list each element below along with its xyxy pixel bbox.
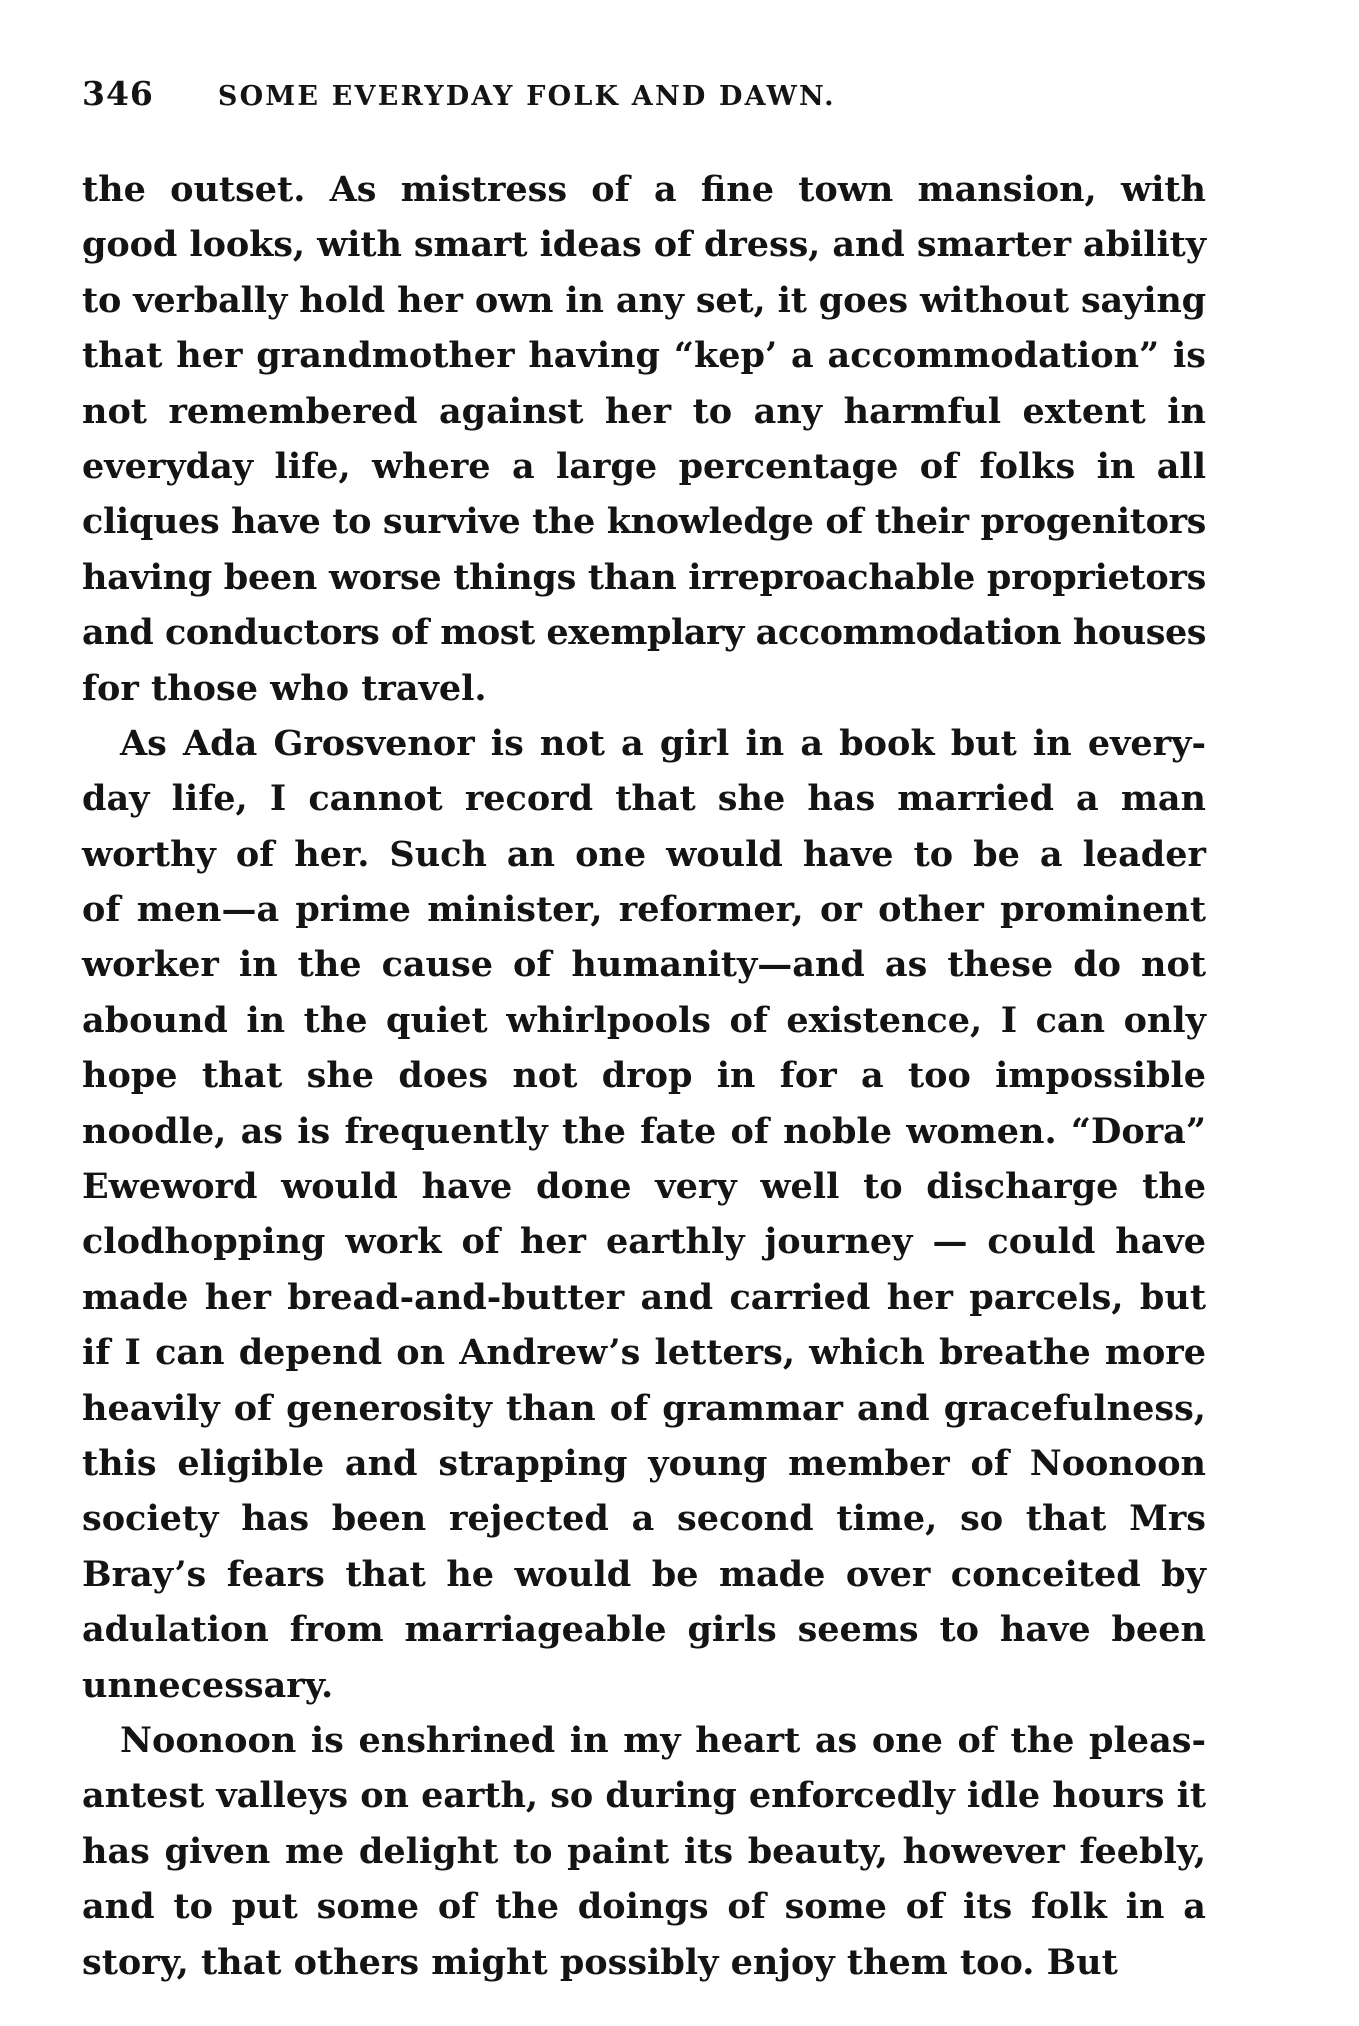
text-line: not remembered against her to any harmful extent in (82, 390, 1206, 432)
text-line: Noonoon is enshrined in my heart as one of the pleas- (120, 1719, 1206, 1761)
text-line: worker in the cause of humanity—and as these do not (82, 944, 1206, 986)
text-line: Bray’s fears that he would be made over conceited by (82, 1553, 1206, 1595)
text-line: the outset. As mistress of a fine town mansion, with (82, 169, 1206, 210)
paragraph (82, 1713, 1206, 1990)
text-line: has given me delight to paint its beauty, however feebly, (82, 1830, 1206, 1872)
text-line: of men—a prime minister, reformer, or other prominent (82, 889, 1206, 931)
page-number: 346 (82, 74, 154, 113)
text-line: and to put some of the doings of some of its folk in a (82, 1886, 1206, 1928)
text-line: day life, I cannot record that she has married a man (82, 778, 1206, 820)
text-line: society has been rejected a second time, so that Mrs (82, 1498, 1206, 1540)
text-line: that her grandmother having “kep’ a accommodation” is (82, 335, 1206, 377)
text-line: clodhopping work of her earthly journey — could have (82, 1221, 1206, 1263)
text-line: good looks, with smart ideas of dress, and smarter ability (82, 224, 1206, 266)
text-line: cliques have to survive the knowledge of their progenitors (82, 501, 1207, 543)
text-line: Eweword would have done very well to discharge the (82, 1166, 1206, 1208)
text-line: if I can depend on Andrew’s letters, which breathe more (82, 1332, 1206, 1374)
paragraph (82, 716, 1206, 1713)
running-head (82, 74, 1202, 124)
text-line: hope that she does not drop in for a too impossible (82, 1055, 1206, 1097)
running-title: SOME EVERYDAY FOLK AND DAWN. (217, 81, 836, 112)
text-line: antest valleys on earth, so during enforcedly idle hours it (82, 1775, 1206, 1817)
text-line: abound in the quiet whirlpools of existence, I can only (82, 999, 1206, 1041)
text-line: heavily of generosity than of grammar and gracefulness, (82, 1387, 1206, 1429)
text-line: and conductors of most exemplary accommodation houses (82, 612, 1207, 654)
text-line: for those who travel. (82, 667, 487, 709)
text-line: adulation from marriageable girls seems to have been (82, 1609, 1206, 1651)
text-line: story, that others might possibly enjoy them too. But (82, 1941, 1118, 1983)
text-line: this eligible and strapping young member of Noonoon (82, 1442, 1206, 1484)
text-line: having been worse things than irreproachable proprietors (82, 556, 1207, 598)
paragraph (82, 162, 1206, 716)
text-line: everyday life, where a large percentage of folks in all (82, 445, 1206, 487)
body-text (82, 162, 1206, 1990)
text-line: made her bread-and-butter and carried her parcels, but (82, 1276, 1206, 1318)
text-line: to verbally hold her own in any set, it goes without saying (82, 279, 1206, 321)
text-line: As Ada Grosvenor is not a girl in a book but in every- (120, 722, 1206, 764)
text-line: unnecessary. (82, 1664, 334, 1706)
text-line: worthy of her. Such an one would have to be a leader (82, 833, 1206, 875)
text-line: noodle, as is frequently the fate of noble women. “Dora” (82, 1110, 1206, 1152)
